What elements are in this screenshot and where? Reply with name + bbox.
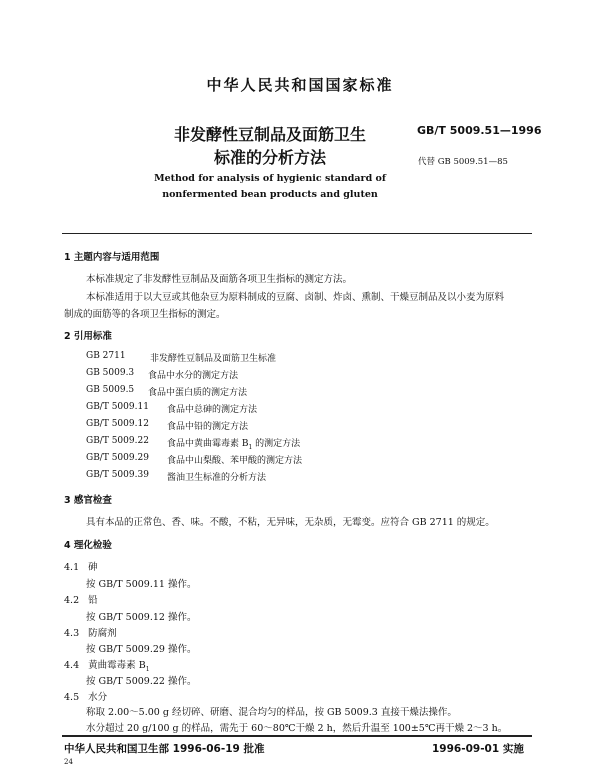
subscript: 1 xyxy=(145,665,150,673)
header-divider xyxy=(62,233,532,234)
item-4-2-text: 按 GB/T 5009.12 操作。 xyxy=(86,612,197,623)
item-number: 4.2 xyxy=(64,595,80,606)
reference-title: 食品中铅的测定方法 xyxy=(167,422,249,432)
item-4-1-text: 按 GB/T 5009.11 操作。 xyxy=(86,579,197,590)
section-1-para2-line1: 本标准适用于以大豆或其他杂豆为原料制成的豆腐、卤制、炸卤、熏制、干燥豆制品及以小麦为原料 xyxy=(86,292,505,303)
item-name: 铅 xyxy=(88,595,98,606)
subscript: 1 xyxy=(248,443,253,451)
footer-divider xyxy=(62,735,532,737)
reference-title: 非发酵性豆制品及面筋卫生标准 xyxy=(150,354,277,364)
item-4-3-text: 按 GB/T 5009.29 操作。 xyxy=(86,644,197,655)
section-3-para: 具有本品的正常色、香、味。不酸，不粘，无异味，无杂质，无霉变。应符合 GB 2711 的规定。 xyxy=(86,517,495,528)
page-number: 24 xyxy=(64,758,73,766)
reference-code: GB 5009.3 xyxy=(86,368,135,378)
reference-code: GB/T 5009.39 xyxy=(86,470,149,480)
standard-number: GB/T 5009.51—1996 xyxy=(417,124,542,137)
title-en-line2: nonfermented bean products and gluten xyxy=(162,189,378,200)
item-4-3-heading xyxy=(64,625,117,639)
reference-code: GB/T 5009.11 xyxy=(86,402,149,412)
section-1-para2-line2: 制成的面筋等的各项卫生指标的测定。 xyxy=(64,309,226,320)
item-name: 砷 xyxy=(88,562,98,573)
item-4-4-heading xyxy=(64,657,150,673)
item-number: 4.1 xyxy=(64,562,80,573)
reference-title: 酱油卫生标准的分析方法 xyxy=(167,473,267,483)
reference-code: GB/T 5009.29 xyxy=(86,453,149,463)
section-3-heading: 3 感官检查 xyxy=(64,495,112,506)
section-1-para1: 本标准规定了非发酵性豆制品及面筋各项卫生指标的测定方法。 xyxy=(86,274,353,285)
reference-title xyxy=(167,436,300,451)
section-2-heading: 2 引用标准 xyxy=(64,331,112,342)
item-4-5-heading xyxy=(64,689,107,703)
item-number: 4.4 xyxy=(64,660,80,671)
approval-date: 中华人民共和国卫生部 1996-06-19 批准 xyxy=(64,743,265,755)
reference-title-suffix: 的测定方法 xyxy=(252,439,301,449)
section-1-heading: 1 主题内容与适用范围 xyxy=(64,252,160,263)
item-name: 水分 xyxy=(88,692,108,703)
replaces-standard: 代替 GB 5009.51—85 xyxy=(418,157,508,167)
item-4-4-text: 按 GB/T 5009.22 操作。 xyxy=(86,676,197,687)
title-cn-line2: 标准的分析方法 xyxy=(213,148,326,167)
reference-title: 食品中水分的测定方法 xyxy=(148,371,239,381)
implementation-date: 1996-09-01 实施 xyxy=(432,743,524,755)
item-4-5-line2: 水分超过 20 g/100 g 的样品，需先于 60～80℃干燥 2 h，然后升温至 100±5℃再干燥 2～3 h。 xyxy=(86,723,508,734)
item-name: 防腐剂 xyxy=(88,628,117,639)
section-4-heading: 4 理化检验 xyxy=(64,540,112,551)
item-number: 4.5 xyxy=(64,692,80,703)
title-en-line1: Method for analysis of hygienic standard of xyxy=(154,173,386,184)
reference-code: GB 2711 xyxy=(86,351,126,361)
reference-code: GB 5009.5 xyxy=(86,385,135,395)
national-standard-heading: 中华人民共和国国家标准 xyxy=(206,76,394,94)
item-name: 黄曲霉毒素 B xyxy=(88,660,146,671)
item-4-2-heading xyxy=(64,592,98,606)
item-4-1-heading xyxy=(64,559,98,573)
reference-code: GB/T 5009.22 xyxy=(86,436,149,446)
item-number: 4.3 xyxy=(64,628,80,639)
reference-title: 食品中总砷的测定方法 xyxy=(167,405,258,415)
reference-code: GB/T 5009.12 xyxy=(86,419,149,429)
reference-title-text: 食品中黄曲霉毒素 B xyxy=(167,439,249,449)
title-cn-line1: 非发酵性豆制品及面筋卫生 xyxy=(173,125,366,144)
reference-title: 食品中蛋白质的测定方法 xyxy=(148,388,248,398)
item-4-5-line1: 称取 2.00～5.00 g 经切碎、研磨、混合均匀的样品，按 GB 5009.3 直接干燥法操作。 xyxy=(86,707,457,718)
reference-title: 食品中山梨酸、苯甲酸的测定方法 xyxy=(167,456,303,466)
